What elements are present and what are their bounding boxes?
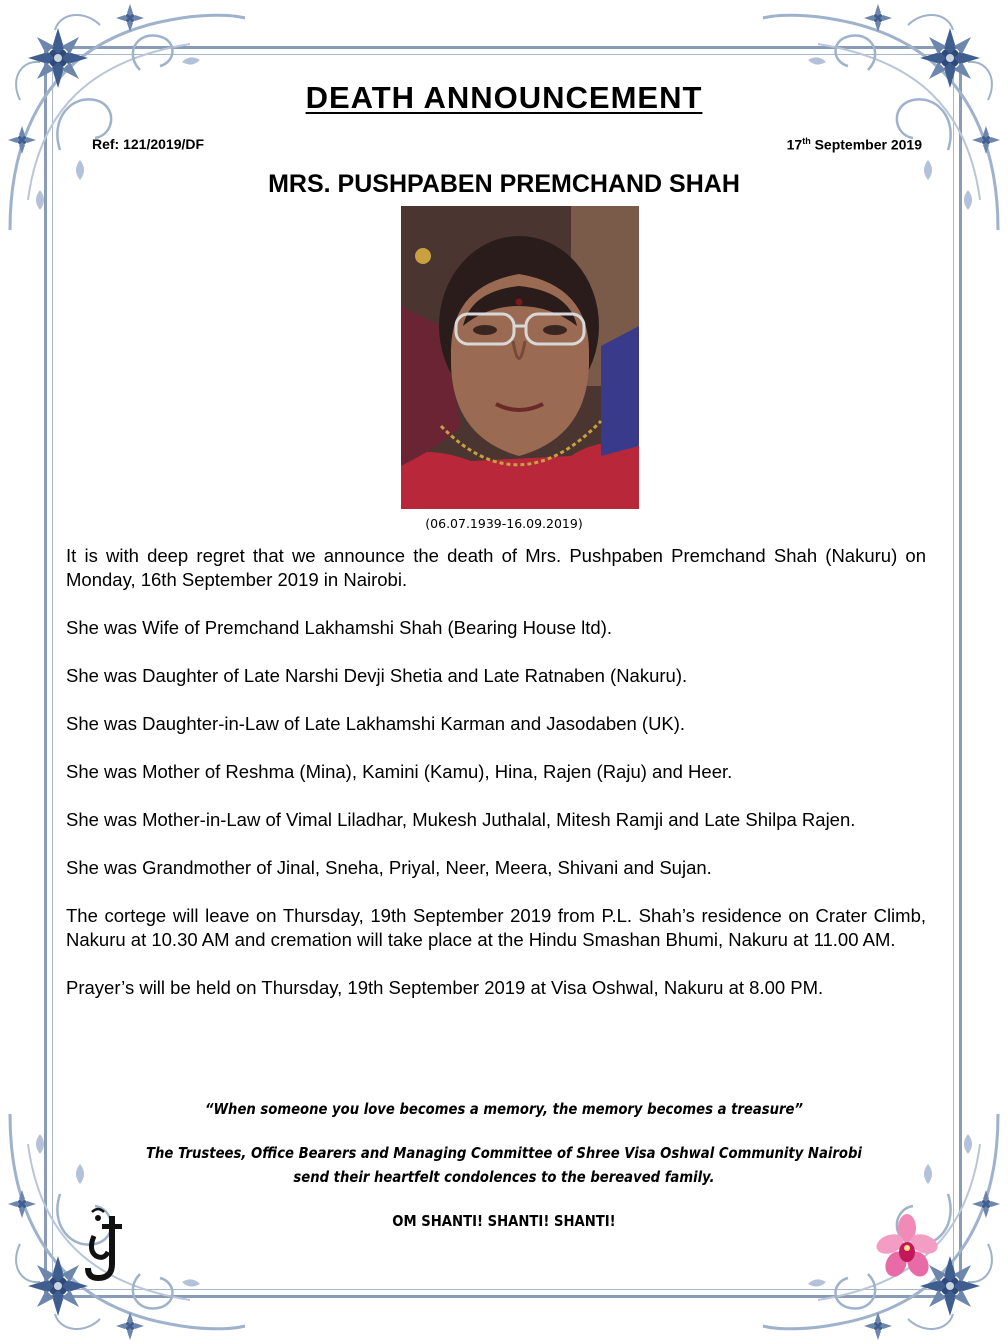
paragraph-mother-in-law: She was Mother-in-Law of Vimal Liladhar, Mukesh Juthalal, Mitesh Ramji and Late Shilpa Rajen. <box>66 809 856 830</box>
closing-prayer: OM SHANTI! SHANTI! SHANTI! <box>392 1212 616 1230</box>
paragraph-daughter-in-law: She was Daughter-in-Law of Late Lakhamshi Karman and Jasodaben (UK). <box>66 713 686 734</box>
deceased-name: MRS. PUSHPABEN PREMCHAND SHAH <box>268 170 740 198</box>
condolence-line-1: The Trustees, Office Bearers and Managing Committee of Shree Visa Oshwal Community Nairobi <box>146 1144 862 1162</box>
floral-corner-top-right-icon <box>758 0 1008 250</box>
reference-number: Ref: 121/2019/DF <box>92 136 205 152</box>
condolence-line-2: send their heartfelt condolences to the bereaved family. <box>293 1168 715 1186</box>
pink-orchid-icon <box>876 1214 938 1280</box>
condolence-message <box>60 1141 947 1189</box>
life-dates: (06.07.1939-16.09.2019) <box>425 516 583 531</box>
paragraph-grandmother: She was Grandmother of Jinal, Sneha, Priyal, Neer, Meera, Shivani and Sujan. <box>66 857 712 878</box>
jain-symbol-icon <box>84 1206 124 1282</box>
paragraph-wife: She was Wife of Premchand Lakhamshi Shah (Bearing House ltd). <box>66 617 613 638</box>
paragraph-daughter: She was Daughter of Late Narshi Devji Shetia and Late Ratnaben (Nakuru). <box>66 665 688 686</box>
memorial-quote: “When someone you love becomes a memory, the memory becomes a treasure” <box>204 1100 803 1118</box>
announcement-date: 17th September 2019 <box>786 136 922 153</box>
paragraph-cortege: The cortege will leave on Thursday, 19th September 2019 from P.L. Shah’s residence on Crater Climb, Nakuru at 10.30 AM and cremation will take place at the Hindu Smashan Bhumi, Nakuru at 11.00 AM. <box>66 905 926 950</box>
portrait-photo <box>401 206 639 509</box>
floral-corner-top-left-icon <box>0 0 250 250</box>
paragraph-mother: She was Mother of Reshma (Mina), Kamini (Kamu), Hina, Rajen (Raju) and Heer. <box>66 761 733 782</box>
announcement-body <box>66 544 926 1024</box>
paragraph-prayers: Prayer’s will be held on Thursday, 19th September 2019 at Visa Oshwal, Nakuru at 8.00 PM. <box>66 977 824 998</box>
page-title: DEATH ANNOUNCEMENT <box>305 80 703 115</box>
paragraph-announcement: It is with deep regret that we announce the death of Mrs. Pushpaben Premchand Shah (Nakuru) on Monday, 16th September 2019 in Nairobi. <box>66 545 926 590</box>
